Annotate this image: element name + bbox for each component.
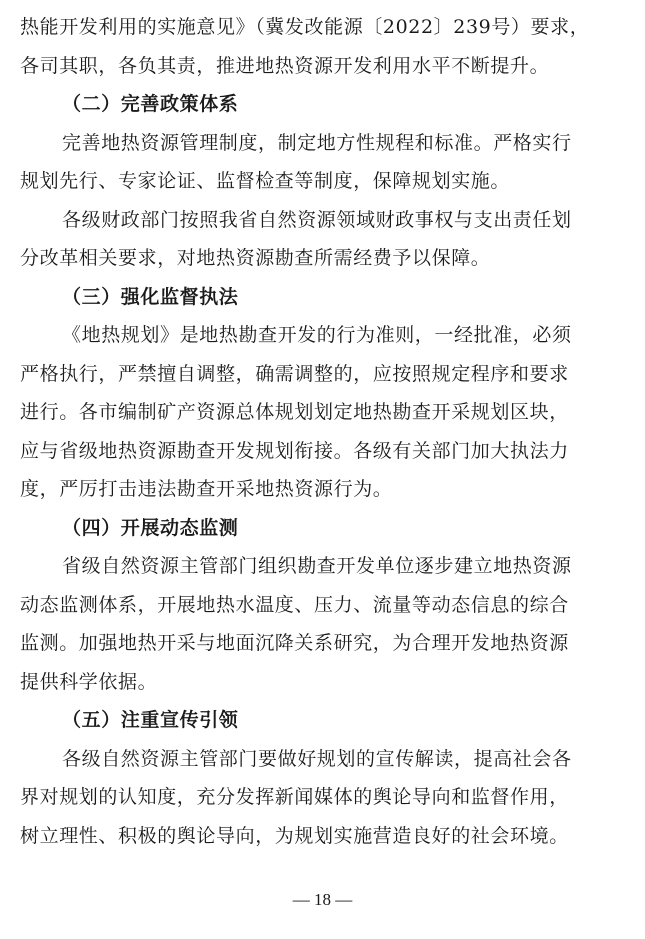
section-heading: （三）强化监督执法 bbox=[62, 285, 239, 308]
paragraph-line: 严格执行，严禁擅自调整，确需调整的，应按照规定程序和要求 bbox=[20, 362, 569, 385]
section-heading: （二）完善政策体系 bbox=[62, 93, 239, 115]
paragraph-line: 界对规划的认知度，充分发挥新闻媒体的舆论导向和监督作用， bbox=[20, 786, 569, 808]
paragraph-line: 各司其职，各负其责，推进地热资源开发利用水平不断提升。 bbox=[20, 54, 550, 77]
paragraph-line: 各级财政部门按照我省自然资源领域财政事权与支出责任划 bbox=[62, 208, 572, 231]
paragraph-line: 《地热规划》是地热勘查开发的行为准则，一经批准，必须 bbox=[62, 324, 572, 346]
paragraph-line: 动态监测体系，开展地热水温度、压力、流量等动态信息的综合 bbox=[20, 593, 569, 616]
section-heading: （四）开展动态监测 bbox=[62, 516, 239, 539]
paragraph-line: 进行。各市编制矿产资源总体规划划定地热勘查开采规划区块， bbox=[20, 401, 569, 423]
document-body bbox=[20, 8, 629, 855]
paragraph-line: 完善地热资源管理制度，制定地方性规程和标准。严格实行 bbox=[62, 131, 572, 154]
paragraph-line: 省级自然资源主管部门组织勘查开发单位逐步建立地热资源 bbox=[62, 555, 572, 577]
paragraph-line: 树立理性、积极的舆论导向，为规划实施营造良好的社会环境。 bbox=[20, 824, 569, 847]
paragraph-line: 度，严厉打击违法勘查开采地热资源行为。 bbox=[20, 478, 393, 500]
paragraph-line: 分改革相关要求，对地热资源勘查所需经费予以保障。 bbox=[20, 247, 491, 269]
page-number: — 18 — bbox=[292, 890, 353, 909]
section-heading: （五）注重宣传引领 bbox=[62, 709, 239, 731]
paragraph-line: 应与省级地热资源勘查开发规划衔接。各级有关部门加大执法力 bbox=[20, 439, 569, 462]
paragraph-line: 监测。加强地热开采与地面沉降关系研究，为合理开发地热资源 bbox=[20, 632, 569, 654]
paragraph-line: 提供科学依据。 bbox=[20, 670, 158, 693]
paragraph-line: 各级自然资源主管部门要做好规划的宣传解读，提高社会各 bbox=[62, 747, 572, 770]
paragraph-line: 热能开发利用的实施意见》（冀发改能源〔2022〕239号）要求， bbox=[20, 16, 590, 38]
paragraph-line: 规划先行、专家论证、监督检查等制度，保障规划实施。 bbox=[20, 170, 511, 192]
